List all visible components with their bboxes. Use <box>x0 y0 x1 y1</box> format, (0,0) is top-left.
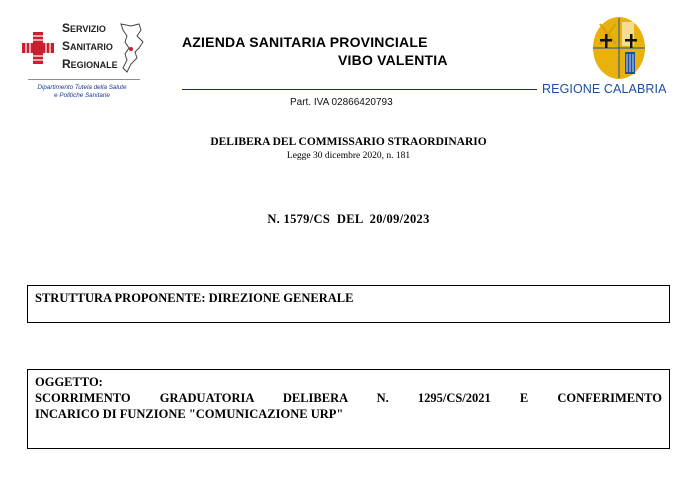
proposing-structure-text: STRUTTURA PROPONENTE: DIREZIONE GENERALE <box>35 291 354 305</box>
agency-city: VIBO VALENTIA <box>338 52 448 68</box>
region-label: REGIONE CALABRIA <box>542 82 667 96</box>
ssr-word-rest: ERVIZIO <box>70 24 106 34</box>
ssr-logo <box>22 18 142 80</box>
ssr-divider <box>28 79 140 80</box>
document-title: DELIBERA DEL COMMISSARIO STRAORDINARIO <box>210 136 487 148</box>
red-cross-icon <box>22 32 54 64</box>
ssr-initial: S <box>62 39 71 53</box>
subject-body <box>35 390 662 422</box>
vat-number: Part. IVA 02866420793 <box>290 97 393 108</box>
law-reference: Legge 30 dicembre 2020, n. 181 <box>286 151 411 161</box>
ssr-word-rest: ANITARIO <box>70 42 113 52</box>
department-caption <box>20 84 144 100</box>
ssr-initial: S <box>62 21 71 35</box>
subject-label: OGGETTO: <box>35 375 103 389</box>
proposing-structure-box <box>27 285 670 323</box>
ssr-wordmark <box>62 20 118 74</box>
subject-box <box>27 369 670 449</box>
resolution-number: N. 1579/CS DEL 20/09/2023 <box>267 212 430 226</box>
regione-calabria-emblem-icon <box>592 16 646 80</box>
agency-title: AZIENDA SANITARIA PROVINCIALE <box>182 34 428 50</box>
department-line: e Politiche Sanitarie <box>54 92 110 99</box>
subject-line: SCORRIMENTO GRADUATORIA DELIBERA N. 1295/CS/2021 E CONFERIMENTO <box>35 391 662 405</box>
calabria-map-icon <box>117 22 145 74</box>
header-divider <box>182 89 537 90</box>
ssr-word-rest: EGIONALE <box>70 60 118 70</box>
ssr-initial: R <box>62 57 71 71</box>
department-line: Dipartimento Tutela della Salute <box>37 84 127 91</box>
subject-line: INCARICO DI FUNZIONE "COMUNICAZIONE URP" <box>35 407 344 421</box>
